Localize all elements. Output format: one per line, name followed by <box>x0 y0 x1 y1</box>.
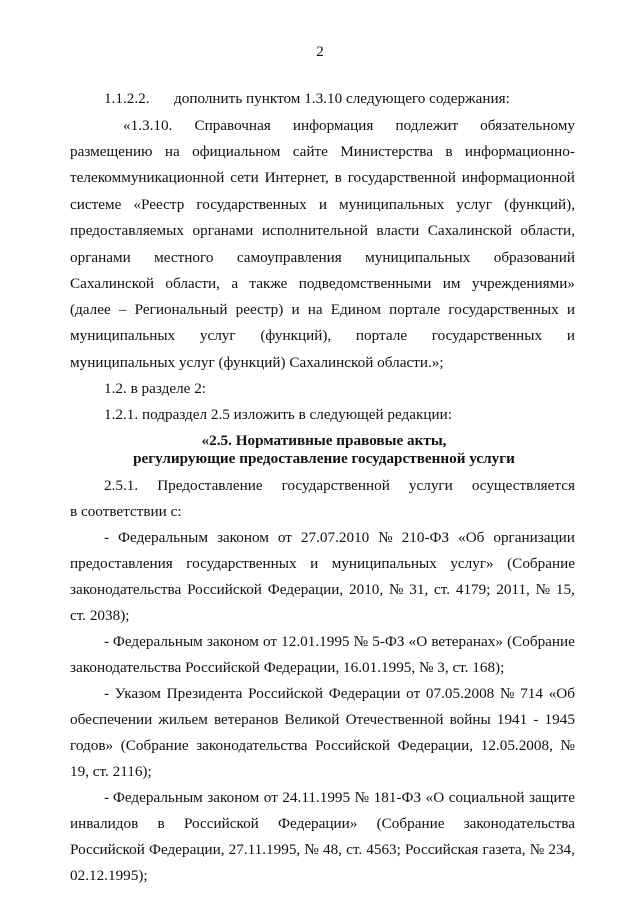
word: осуществляется <box>471 477 575 494</box>
word: законодательства <box>463 815 575 832</box>
word: Едином <box>330 301 381 318</box>
word: 181-ФЗ <box>373 789 422 806</box>
law-210-line-3 <box>70 582 575 597</box>
word: и <box>310 555 319 572</box>
word: Министерства <box>340 143 433 160</box>
word: государственной <box>281 477 390 494</box>
word: (далее <box>70 301 111 318</box>
word: защите <box>529 789 575 806</box>
word: муниципальных <box>339 196 445 213</box>
word: от <box>406 685 421 702</box>
word: Отечественной <box>345 711 444 728</box>
word: 12.05.2008, <box>480 737 553 754</box>
word: Федерации, <box>148 841 225 858</box>
word: местного <box>154 249 214 266</box>
word: учреждениями» <box>471 275 575 292</box>
word: подведомственными <box>298 275 432 292</box>
word: им <box>442 275 461 292</box>
decree-714-line-3 <box>70 738 575 753</box>
paragraph-1-3-10-line-9 <box>70 328 575 343</box>
law-210-line-1 <box>104 530 575 545</box>
word: № <box>304 841 319 858</box>
word: размещению <box>70 143 153 160</box>
word: самоуправления <box>236 249 342 266</box>
paragraph-1-3-10-line-4 <box>70 197 575 212</box>
word: годов» <box>70 737 114 754</box>
word: (функций), <box>260 327 332 344</box>
law-181-line-2 <box>70 816 575 831</box>
law-210-line-2 <box>70 556 575 571</box>
word: войны <box>449 711 491 728</box>
law-181-line-4: 02.12.1995); <box>70 867 148 884</box>
paragraph-1-3-10-line-1 <box>123 118 575 133</box>
word: Указом <box>114 685 161 702</box>
word: 1941 <box>496 711 528 728</box>
word: 4179; <box>455 581 491 598</box>
word: ст. <box>346 841 363 858</box>
word: органами <box>70 249 131 266</box>
word: от <box>263 633 278 650</box>
word: 27.11.1995, <box>228 841 301 858</box>
word: Великой <box>284 711 340 728</box>
word: предоставления <box>70 555 173 572</box>
word: предоставляемых <box>70 222 184 239</box>
paragraph-1-3-10-line-8 <box>70 302 575 317</box>
word: Региональный <box>134 301 228 318</box>
word: № <box>388 581 404 598</box>
word: 5-ФЗ <box>372 633 405 650</box>
word: (Собрание <box>507 633 575 650</box>
paragraph-1-3-10-line-7 <box>70 276 575 291</box>
word: Интернет, <box>264 169 329 186</box>
word: Российской <box>70 841 145 858</box>
word: 2.5.1. <box>104 477 139 494</box>
word: Федерации, <box>397 737 474 754</box>
word: № <box>560 737 575 754</box>
word: № <box>535 581 551 598</box>
word: Президента <box>166 685 243 702</box>
word: государственных <box>448 301 559 318</box>
clause-number: 1.1.2.2. <box>104 90 150 107</box>
word: (Собрание <box>120 737 189 754</box>
word: обязательному <box>480 117 575 134</box>
word: области, <box>520 222 575 239</box>
word: также <box>249 275 288 292</box>
word: Федерации» <box>278 815 358 832</box>
word: - <box>104 685 110 702</box>
word: услуг <box>199 327 236 344</box>
word: организации <box>493 529 575 546</box>
word: государственных <box>186 555 297 572</box>
word: (функций), <box>504 196 575 213</box>
word: 210-ФЗ <box>401 529 450 546</box>
word: Сахалинской <box>427 222 512 239</box>
word: сайте <box>292 143 328 160</box>
word: Российской <box>183 815 259 832</box>
word: законом <box>216 529 269 546</box>
word: ветеранах» <box>431 633 503 650</box>
word: в <box>445 143 453 160</box>
section-heading-line-2: регулирующие предоставление государственной услуги <box>133 450 515 467</box>
word: 2011, <box>496 581 530 598</box>
word: социальной <box>448 789 525 806</box>
word: власти <box>376 222 420 239</box>
word: - <box>533 711 539 728</box>
word: информационной <box>461 169 575 186</box>
word: услуг» <box>450 555 494 572</box>
word: 24.11.1995 <box>282 789 351 806</box>
word: услуги <box>408 477 453 494</box>
word: - Федеральным <box>104 633 203 650</box>
law-181-line-1 <box>104 790 575 805</box>
word: 234, <box>548 841 575 858</box>
word: и <box>291 301 300 318</box>
word: от <box>263 789 278 806</box>
word: государственных <box>196 196 307 213</box>
word: (Собрание <box>376 815 445 832</box>
paragraph-2-5-1-line-1 <box>104 478 575 493</box>
word: – <box>118 301 127 318</box>
word: портале <box>389 301 441 318</box>
word: «1.3.10. <box>123 117 173 134</box>
word: образований <box>493 249 575 266</box>
word: муниципальных <box>331 555 437 572</box>
word: Российской <box>187 581 262 598</box>
word: № <box>499 685 515 702</box>
word: Российской <box>248 685 323 702</box>
word: «Об <box>458 529 485 546</box>
word: 714 <box>520 685 543 702</box>
word: законодательства <box>196 737 308 754</box>
word: телекоммуникационной <box>70 169 225 186</box>
word: Федерации <box>328 685 401 702</box>
word: законом <box>206 633 259 650</box>
word: а <box>231 275 239 292</box>
word: инвалидов <box>70 815 139 832</box>
word: муниципальных <box>70 327 176 344</box>
word: Предоставление <box>157 477 263 494</box>
paragraph-1-2: 1.2. в разделе 2: <box>104 380 207 397</box>
word: реестр) <box>235 301 284 318</box>
word: законом <box>207 789 260 806</box>
word: обеспечении <box>70 711 153 728</box>
word: 27.07.2010 <box>300 529 370 546</box>
word: 1945 <box>544 711 575 728</box>
word: сети <box>230 169 259 186</box>
paragraph-1-3-10-line-2 <box>70 144 575 159</box>
word: Федеральным <box>118 529 208 546</box>
word: № <box>354 789 370 806</box>
word: органами <box>192 222 254 239</box>
word: - <box>104 529 110 546</box>
word: Российская <box>404 841 479 858</box>
word: № <box>529 841 545 858</box>
word: услуг <box>456 196 493 213</box>
clause-text: дополнить пунктом 1.3.10 следующего содержания: <box>174 90 510 107</box>
word: - Федеральным <box>104 789 203 806</box>
word: и <box>566 301 575 318</box>
word: на <box>307 301 323 318</box>
word: 12.01.1995 <box>281 633 350 650</box>
word: на <box>164 143 180 160</box>
word: № <box>378 529 393 546</box>
word: и <box>566 327 575 344</box>
word: информация <box>292 117 374 134</box>
word: ветеранов <box>213 711 279 728</box>
paragraph-1-1-2-2 <box>104 91 510 106</box>
word: области, <box>165 275 220 292</box>
word: системе <box>70 196 122 213</box>
word: 48, <box>322 841 342 858</box>
law-210-line-4: ст. 2038); <box>70 607 130 624</box>
word: жильем <box>158 711 208 728</box>
law-5-line-2: законодательства Российской Федерации, 16.01.1995, № 3, ст. 168); <box>70 659 505 676</box>
paragraph-1-2-1: 1.2.1. подраздел 2.5 изложить в следующей редакции: <box>104 406 453 423</box>
word: Федерации, <box>267 581 344 598</box>
word: 15, <box>555 581 575 598</box>
word: Справочная <box>194 117 271 134</box>
paragraph-1-3-10-line-3 <box>70 170 575 185</box>
paragraph-1-3-10-line-5 <box>70 223 575 238</box>
word: информационно- <box>464 143 575 160</box>
paragraph-1-3-10-line-6 <box>70 250 575 265</box>
word: законодательства <box>70 581 182 598</box>
paragraph-2-5-1-line-2: в соответствии с: <box>70 503 182 520</box>
law-5-line-1 <box>104 634 575 649</box>
word: государственной <box>347 169 456 186</box>
word: государственных <box>431 327 543 344</box>
word: (Собрание <box>507 555 575 572</box>
word: «О <box>425 789 445 806</box>
word: «Реестр <box>133 196 185 213</box>
word: от <box>277 529 292 546</box>
word: подлежит <box>395 117 459 134</box>
paragraph-1-3-10-line-10: муниципальных услуг (функций) Сахалинской области.»; <box>70 354 444 371</box>
word: в <box>334 169 342 186</box>
word: портале <box>355 327 408 344</box>
decree-714-line-4: 19, ст. 2116); <box>70 763 152 780</box>
word: «Об <box>548 685 575 702</box>
word: 31, <box>409 581 429 598</box>
word: 4563; <box>366 841 401 858</box>
law-181-line-3 <box>70 842 575 857</box>
decree-714-line-1 <box>104 686 575 701</box>
word: и <box>318 196 327 213</box>
word: № <box>353 633 369 650</box>
decree-714-line-2 <box>70 712 575 727</box>
word: газета, <box>482 841 526 858</box>
word: исполнительной <box>261 222 368 239</box>
word: муниципальных <box>365 249 471 266</box>
page-number: 2 <box>316 44 324 60</box>
word: ст. <box>434 581 451 598</box>
word: в <box>157 815 165 832</box>
section-heading-line-1: «2.5. Нормативные правовые акты, <box>201 432 447 449</box>
word: Сахалинской <box>70 275 155 292</box>
word: официальном <box>192 143 281 160</box>
word: «О <box>408 633 428 650</box>
word: 2010, <box>349 581 384 598</box>
word: Российской <box>315 737 390 754</box>
word: 07.05.2008 <box>425 685 495 702</box>
